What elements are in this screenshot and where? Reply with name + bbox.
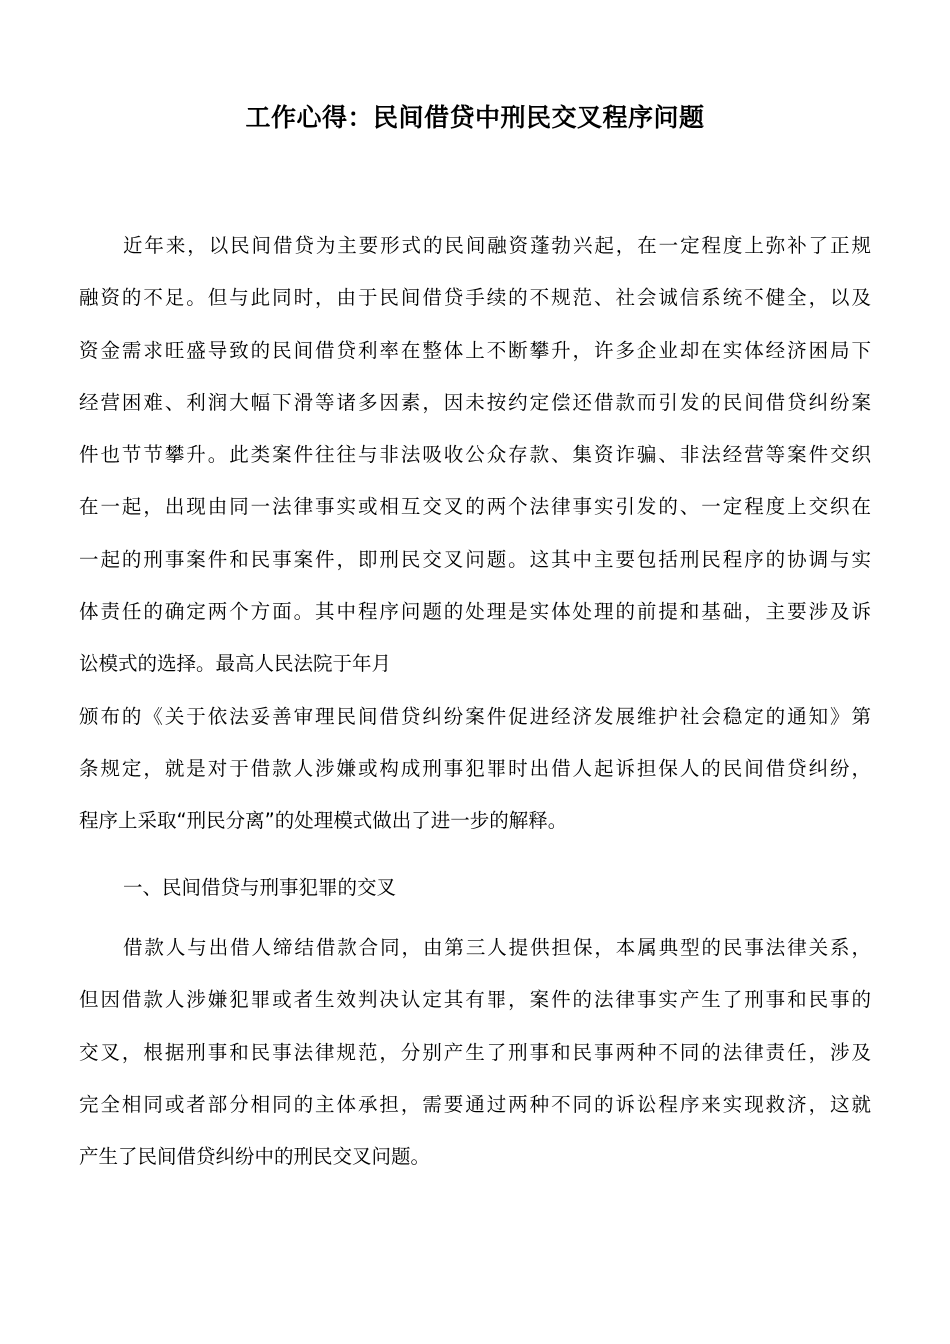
text-line: 资金需求旺盛导致的民间借贷利率在整体上不断攀升，许多企业却在实体经济困局下 bbox=[79, 338, 871, 362]
text-line: 在一起，出现由同一法律事实或相互交叉的两个法律事实引发的、一定程度上交织在 bbox=[79, 495, 871, 519]
text-line: 讼模式的选择。最高人民法院于年月 bbox=[79, 652, 392, 676]
text-line: 完全相同或者部分相同的主体承担，需要通过两种不同的诉讼程序来实现救济，这就 bbox=[79, 1092, 871, 1116]
text-line: 经营困难、利润大幅下滑等诸多因素，因未按约定偿还借款而引发的民间借贷纠纷案 bbox=[79, 390, 871, 414]
text-line: 产生了民间借贷纠纷中的刑民交叉问题。 bbox=[79, 1145, 431, 1169]
section-heading-text: 一、民间借贷与刑事犯罪的交叉 bbox=[123, 876, 397, 899]
text-line: 一起的刑事案件和民事案件，即刑民交叉问题。这其中主要包括刑民程序的协调与实 bbox=[79, 547, 871, 571]
text-line: 借款人与出借人缔结借款合同，由第三人提供担保，本属典型的民事法律关系， bbox=[123, 936, 871, 959]
document-title: 工作心得：民间借贷中刑民交叉程序问题 bbox=[245, 103, 705, 132]
text-line: 但因借款人涉嫌犯罪或者生效判决认定其有罪，案件的法律事实产生了刑事和民事的 bbox=[79, 988, 871, 1012]
text-line: 条规定，就是对于借款人涉嫌或构成刑事犯罪时出借人起诉担保人的民间借贷纠纷， bbox=[79, 756, 871, 780]
text-line: 程序上采取“刑民分离”的处理模式做出了进一步的解释。 bbox=[79, 809, 568, 833]
text-line: 体责任的确定两个方面。其中程序问题的处理是实体处理的前提和基础，主要涉及诉 bbox=[79, 600, 871, 624]
section-heading bbox=[79, 862, 871, 914]
text-line: 颁布的《关于依法妥善审理民间借贷纠纷案件促进经济发展维护社会稳定的通知》第 bbox=[79, 704, 871, 728]
text-line: 融资的不足。但与此同时，由于民间借贷手续的不规范、社会诚信系统不健全，以及 bbox=[79, 286, 871, 310]
text-line: 件也节节攀升。此类案件往往与非法吸收公众存款、集资诈骗、非法经营等案件交织 bbox=[79, 443, 871, 467]
text-line: 近年来，以民间借贷为主要形式的民间融资蓬勃兴起，在一定程度上弥补了正规 bbox=[123, 234, 871, 257]
paragraph-section-1 bbox=[79, 922, 871, 1183]
paragraph-intro bbox=[79, 220, 871, 848]
text-line: 交叉，根据刑事和民事法律规范，分别产生了刑事和民事两种不同的法律责任，涉及 bbox=[79, 1040, 871, 1064]
